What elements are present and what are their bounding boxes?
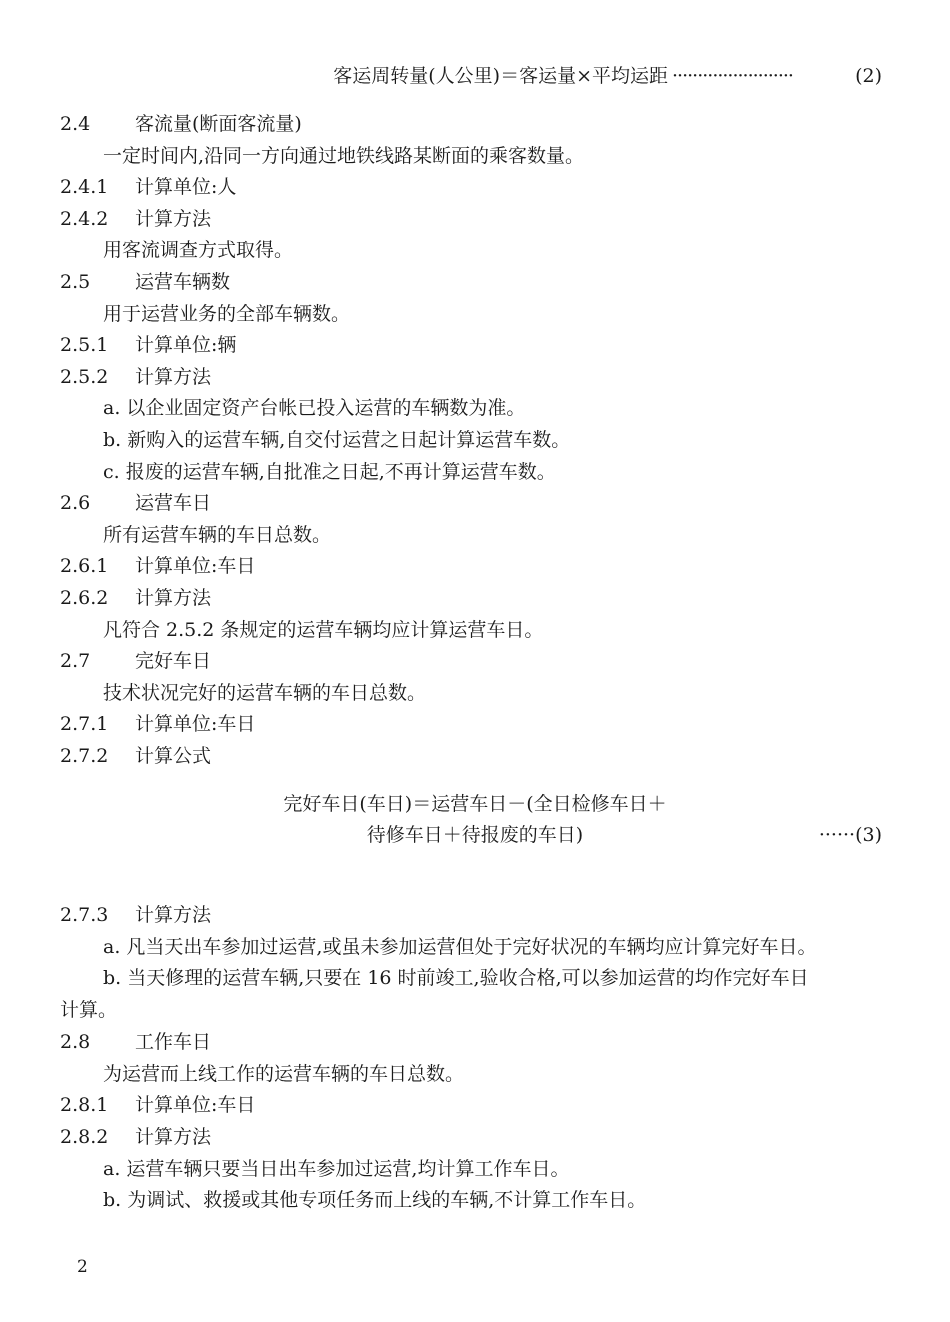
paragraph-text: b. 为调试、救援或其他专项任务而上线的车辆,不计算工作车日。	[103, 1189, 647, 1212]
section-number: 2.5	[60, 271, 91, 293]
section-heading	[0, 710, 950, 738]
section-title: 计算方法	[135, 904, 212, 926]
paragraph-continuation	[0, 996, 950, 1024]
formula-3-eqno: ······(3)	[818, 824, 882, 846]
section-title: 计算公式	[135, 745, 212, 767]
section-title: 运营车辆数	[135, 271, 231, 293]
section-heading	[0, 110, 950, 138]
paragraph-text: b. 当天修理的运营车辆,只要在 16 时前竣工,验收合格,可以参加运营的均作完好车日	[103, 967, 809, 990]
paragraph-line	[0, 616, 950, 644]
section-number: 2.6	[60, 492, 91, 515]
paragraph-line	[0, 458, 950, 486]
section-number: 2.7.1	[60, 713, 109, 736]
header-formula-eqno: (2)	[855, 65, 882, 87]
section-number: 2.7.3	[60, 904, 109, 926]
section-heading	[0, 205, 950, 233]
section-heading	[0, 1028, 950, 1056]
section-title: 客流量(断面客流量)	[135, 113, 302, 135]
section-heading	[0, 1123, 950, 1151]
paragraph-line	[0, 236, 950, 264]
formula-3-text-2: 待修车日＋待报废的车日)	[366, 824, 584, 846]
section-title: 完好车日	[135, 650, 212, 673]
section-heading	[0, 1091, 950, 1119]
paragraph-line	[0, 964, 950, 992]
section-heading	[0, 489, 950, 517]
section-heading	[0, 268, 950, 296]
section-heading	[0, 742, 950, 770]
page-footer	[0, 1253, 950, 1281]
section-number: 2.8.2	[60, 1125, 109, 1148]
header-formula	[0, 62, 950, 90]
paragraph-text: 为运营而上线工作的运营车辆的车日总数。	[103, 1062, 465, 1085]
formula-3-line-1	[0, 790, 950, 818]
section-title: 计算单位:辆	[135, 334, 237, 357]
formula-3-line-2	[0, 821, 950, 849]
section-title: 计算单位:车日	[135, 713, 256, 736]
paragraph-text: 所有运营车辆的车日总数。	[103, 523, 332, 546]
paragraph-text: b. 新购入的运营车辆,自交付运营之日起计算运营车数。	[103, 429, 571, 451]
section-number: 2.4.2	[60, 207, 109, 230]
paragraph-line	[0, 933, 950, 961]
section-number: 2.7	[60, 650, 91, 673]
section-number: 2.8	[60, 1030, 91, 1053]
paragraph-text: c. 报废的运营车辆,自批准之日起,不再计算运营车数。	[103, 460, 556, 483]
section-title: 计算方法	[135, 587, 212, 609]
section-number: 2.6.1	[60, 555, 109, 578]
page-number: 2	[77, 1257, 88, 1277]
paragraph-line	[0, 1060, 950, 1088]
section-heading	[0, 173, 950, 201]
paragraph-line	[0, 1155, 950, 1183]
section-title: 计算单位:车日	[135, 1094, 256, 1117]
section-number: 2.5.1	[60, 334, 109, 357]
section-heading	[0, 901, 950, 929]
section-heading	[0, 584, 950, 612]
paragraph-line	[0, 394, 950, 422]
section-number: 2.8.1	[60, 1094, 109, 1117]
paragraph-line	[0, 426, 950, 454]
section-heading	[0, 363, 950, 391]
section-title: 运营车日	[135, 492, 212, 515]
section-title: 工作车日	[135, 1030, 212, 1053]
section-number: 2.4.1	[60, 176, 109, 199]
paragraph-text: a. 凡当天出车参加过运营,或虽未参加运营但处于完好状况的车辆均应计算完好车日。	[103, 935, 817, 958]
section-number: 2.6.2	[60, 587, 109, 609]
section-number: 2.4	[60, 113, 91, 135]
header-formula-leader: ························	[672, 65, 793, 87]
header-formula-text: 客运周转量(人公里)＝客运量×平均运距	[333, 65, 668, 87]
section-heading	[0, 552, 950, 580]
paragraph-line	[0, 300, 950, 328]
paragraph-text: 用客流调查方式取得。	[103, 239, 294, 262]
paragraph-line	[0, 521, 950, 549]
section-number: 2.5.2	[60, 365, 109, 388]
section-title: 计算方法	[135, 365, 212, 388]
paragraph-text: 计算。	[60, 999, 118, 1022]
paragraph-line	[0, 679, 950, 707]
paragraph-text: 用于运营业务的全部车辆数。	[103, 302, 351, 325]
formula-3-text-1: 完好车日(车日)＝运营车日－(全日检修车日＋	[283, 793, 667, 815]
paragraph-text: 技术状况完好的运营车辆的车日总数。	[103, 681, 427, 704]
paragraph-text: 凡符合 2.5.2 条规定的运营车辆均应计算运营车日。	[103, 618, 544, 641]
paragraph-text: a. 运营车辆只要当日出车参加过运营,均计算工作车日。	[103, 1157, 570, 1180]
section-number: 2.7.2	[60, 745, 109, 767]
section-title: 计算方法	[135, 207, 212, 230]
paragraph-line	[0, 142, 950, 170]
section-heading	[0, 647, 950, 675]
section-title: 计算单位:人	[135, 176, 237, 199]
section-heading	[0, 331, 950, 359]
paragraph-text: 一定时间内,沿同一方向通过地铁线路某断面的乘客数量。	[103, 144, 585, 167]
paragraph-line	[0, 1186, 950, 1214]
section-title: 计算单位:车日	[135, 555, 256, 578]
section-title: 计算方法	[135, 1125, 212, 1148]
paragraph-text: a. 以企业固定资产台帐已投入运营的车辆数为准。	[103, 397, 526, 420]
